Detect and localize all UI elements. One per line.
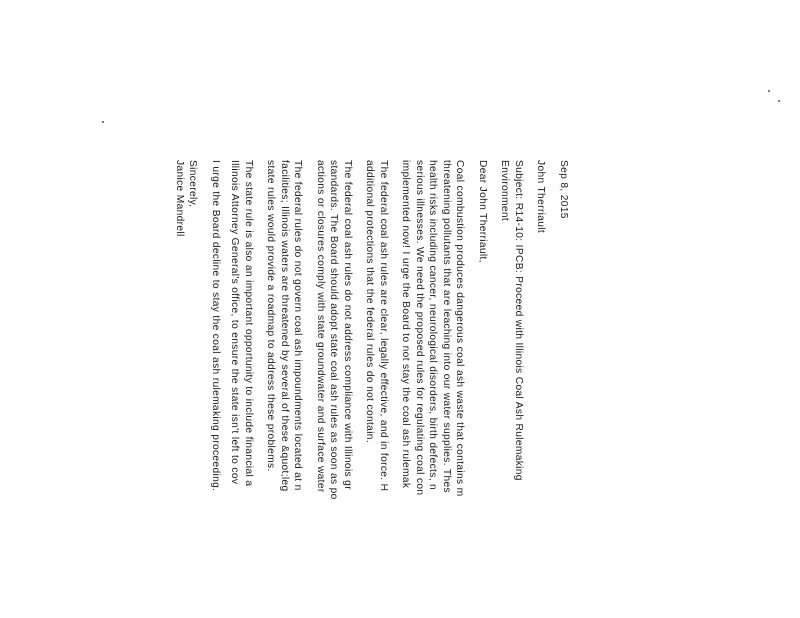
paragraph-line: The federal rules do not govern coal ash impoundments located at n xyxy=(292,160,304,491)
subject-line: Subject: R14-10: IPCB: Proceed with Illinois Coal Ash Rulemaking xyxy=(513,160,524,481)
paragraph-line: The federal coal ash rules do not address compliance with Illinois gr xyxy=(342,160,353,490)
paragraph-6 xyxy=(209,160,223,618)
signature-name: Janice Mandrell xyxy=(174,160,185,237)
paragraph-line: threatening pollutants that are leaching into our water supplies. Thes xyxy=(441,160,452,493)
closing: Sincerely, xyxy=(187,160,199,208)
paragraph-line: standards. The Board should adopt state coal ash rules as soon as po xyxy=(328,160,340,500)
salutation: Dear John Therriault, xyxy=(477,160,488,263)
paragraph-line: Coal combustion produces dangerous coal ash waste that contains m xyxy=(454,160,466,497)
scan-speck xyxy=(778,100,780,102)
paragraph-5 xyxy=(228,160,255,618)
paragraph-4 xyxy=(264,160,305,618)
paragraph-line: The state rule is also an important opportunity to include financial a xyxy=(243,160,254,487)
letter-date: Sep 8, 2015 xyxy=(558,160,569,219)
paragraph-line: The federal coal ash rules are clear, legally effective, and in force. H xyxy=(378,160,389,492)
rotated-letter xyxy=(174,160,570,618)
letter-recipient: John Therriault xyxy=(535,160,547,234)
paragraph-line: facilities; Illinois waters are threatened by several of these &quot;leg xyxy=(279,160,290,492)
scan-speck xyxy=(102,121,104,123)
paragraph-line: state rules would provide a roadmap to address these problems. xyxy=(265,160,277,472)
paragraph-line: Illinois Attorney General's office, to ensure the state isn't left to cov xyxy=(229,160,241,485)
scan-speck xyxy=(768,90,770,92)
paragraph-line: health risks including cancer, neurological disorders, birth defects, n xyxy=(427,160,439,491)
paragraph-3 xyxy=(314,160,355,618)
paragraph-line: I urge the Board decline to stay the coal ash rulemaking proceeding. xyxy=(210,160,221,492)
paragraph-line: implemented now! I urge the Board to not stay the coal ash rulemak xyxy=(400,160,412,489)
paragraph-1 xyxy=(399,160,467,618)
subject-line: Environment xyxy=(499,160,511,222)
paragraph-line: serious illnesses. We need the proposed rules for regulating coal con xyxy=(414,160,425,496)
paragraph-2 xyxy=(363,160,390,618)
paragraph-line: actions or closures comply with state groundwater and surface water xyxy=(315,160,326,493)
paragraph-line: additional protections that the federal rules do not contain. xyxy=(364,160,376,444)
